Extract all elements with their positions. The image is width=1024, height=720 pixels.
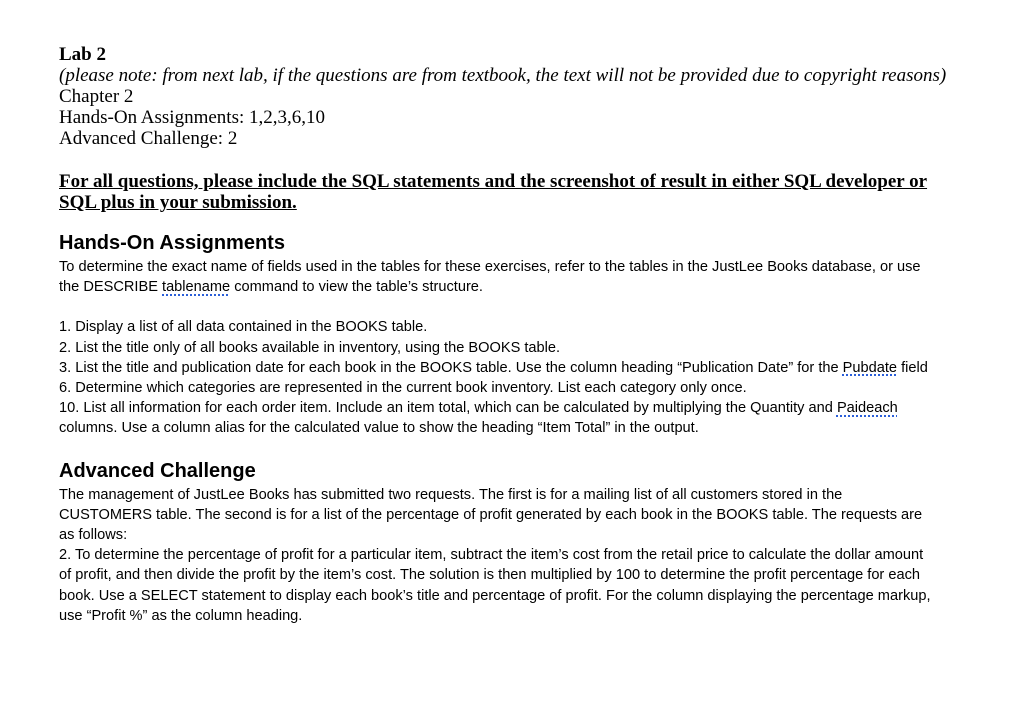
intro-text-2: command to view the table’s structure. [230, 279, 483, 296]
spellcheck-flagged-word: Paideach [836, 400, 898, 417]
hands-on-heading: Hands-On Assignments [59, 232, 285, 254]
question-10 [59, 398, 939, 438]
lab-header [59, 44, 959, 149]
advanced-intro-text: The management of JustLee Books has submitted two requests. The first is for a mailing list of all customers stored in the CUSTOMERS table. The second is for a list of the percentage of profit generated by each book in the BOOKS table. The requests are as follows: [59, 486, 923, 544]
advanced-question-2: 2. To determine the percentage of profit for a particular item, subtract the item’s cost from the retail price to calculate the dollar amount of profit, and then divide the profit by the item’s cost. The solution is then multiplied by 100 to determine the profit percentage for each book. Use a SELECT statement to display each book’s title and percentage of profit. For the column displaying the percentage markup, use “Profit %” as the column heading. [59, 547, 931, 624]
spellcheck-flagged-word: Pubdate [842, 359, 898, 376]
hands-on-assignments-line: Hands-On Assignments: 1,2,3,6,10 [59, 107, 325, 128]
advanced-challenge-heading: Advanced Challenge [59, 459, 256, 482]
advanced-challenge-line: Advanced Challenge: 2 [59, 128, 238, 149]
submission-notice: For all questions, please include the SQL statements and the screenshot of result in either SQL developer or SQL plus in your submission. [59, 171, 928, 213]
question-3 [59, 358, 939, 378]
advanced-intro [59, 485, 939, 626]
chapter-line: Chapter 2 [59, 86, 134, 107]
question-6: 6. Determine which categories are represented in the current book inventory. List each category only once. [59, 380, 747, 397]
question-2: 2. List the title only of all books available in inventory, using the BOOKS table. [59, 339, 561, 356]
document-page [59, 44, 959, 626]
question-1: 1. Display a list of all data contained in the BOOKS table. [59, 319, 428, 336]
intro-text-1: To determine the exact name of fields used in the tables for these exercises, refer to the tables in the JustLee Books database, or use the DESCRIBE [59, 259, 921, 296]
question-3-text-2: field [897, 359, 928, 376]
hands-on-question-list [59, 317, 939, 438]
question-3-text-1: 3. List the title and publication date for each book in the BOOKS table. Use the column heading “Publication Date” for the [59, 359, 843, 376]
lab-title: Lab 2 [59, 44, 106, 65]
question-10-text-2: columns. Use a column alias for the calculated value to show the heading “Item Total” in the output. [59, 420, 699, 437]
hands-on-intro [59, 257, 939, 297]
question-10-text-1: 10. List all information for each order item. Include an item total, which can be calculated by multiplying the Quantity and [59, 400, 837, 417]
spellcheck-flagged-word: tablename [162, 279, 231, 296]
copyright-note: (please note: from next lab, if the questions are from textbook, the text will not be provided due to copyright reasons) [59, 65, 947, 86]
